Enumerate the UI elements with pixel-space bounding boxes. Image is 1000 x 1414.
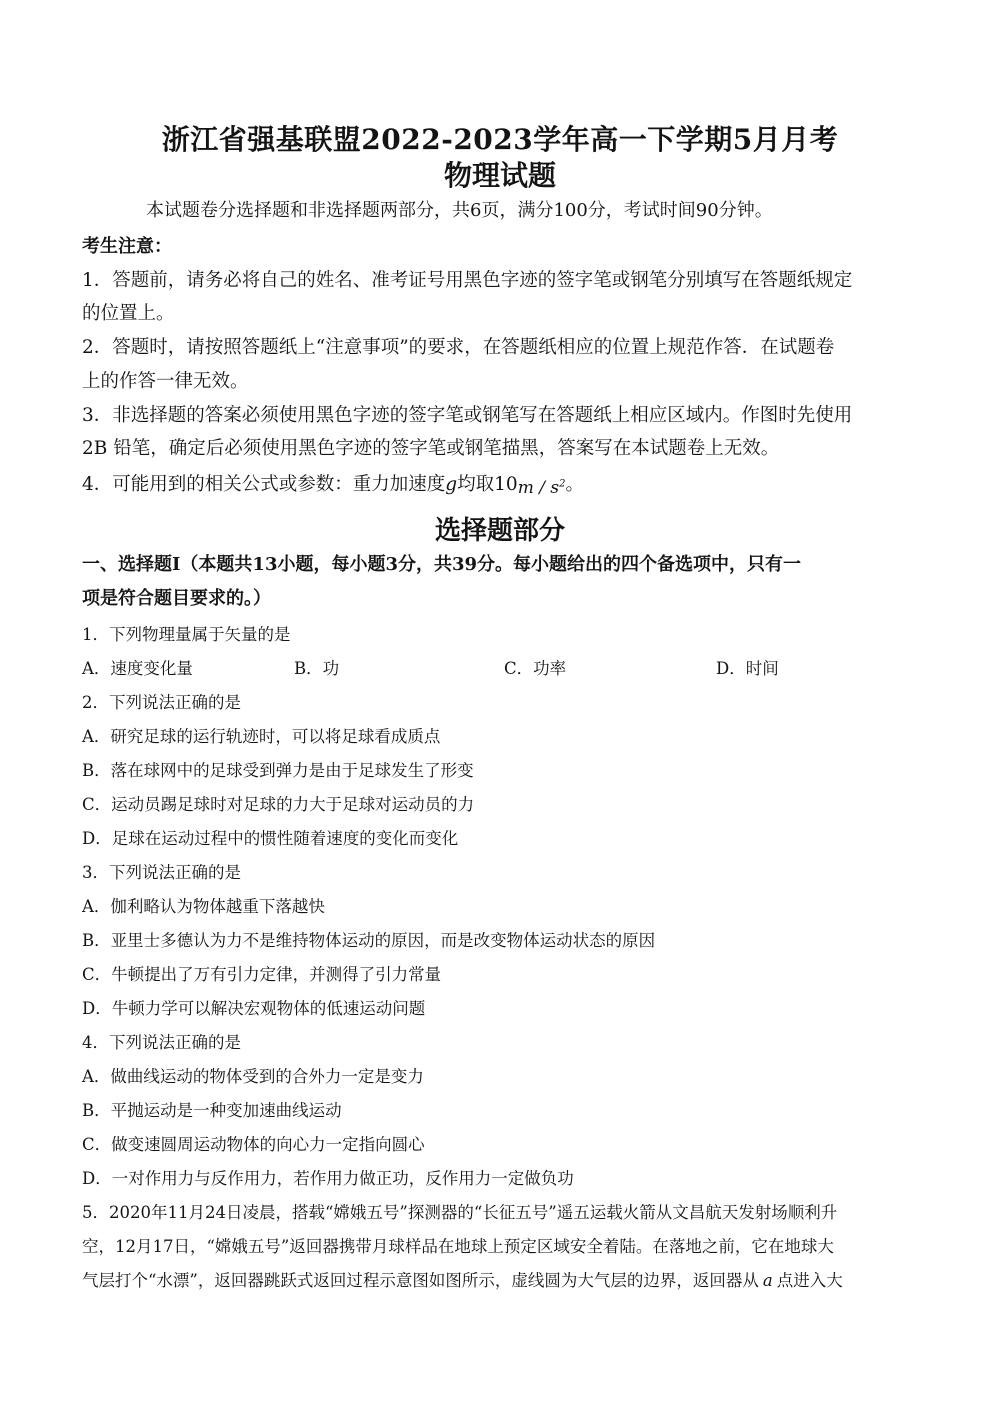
q2-option-c: C．运动员踢足球时对足球的力大于足球对运动员的力 — [82, 795, 475, 814]
notice-line: 2．答题时，请按照答题纸上“注意事项”的要求，在答题纸相应的位置上规范作答．在试题卷 — [82, 337, 835, 358]
q3-option-d: D．牛顿力学可以解决宏观物体的低速运动问题 — [82, 999, 426, 1018]
q3-option-b: B．亚里士多德认为力不是维持物体运动的原因，而是改变物体运动状态的原因 — [82, 931, 656, 950]
question-4-stem: 4．下列说法正确的是 — [82, 1033, 241, 1052]
notice-4-mid: 均取 — [457, 474, 495, 495]
q3-option-a: A．伽利略认为物体越重下落越快 — [82, 897, 325, 916]
point-a-label: a — [762, 1271, 773, 1290]
q1-option-a: A．速度变化量 — [82, 659, 193, 678]
q1-option-d: D．时间 — [716, 659, 779, 678]
section-title: 选择题部分 — [434, 516, 565, 546]
q5-line3-prefix: 气层打个“水漂”，返回器跳跃式返回过程示意图如图所示，虚线圆为大气层的边界，返回器从 — [82, 1271, 759, 1290]
q2-option-d: D．足球在运动过程中的惯性随着速度的变化而变化 — [82, 829, 459, 848]
q5-line3-suffix: 点进入大 — [776, 1271, 843, 1290]
exam-title: 浙江省强基联盟2022-2023学年高一下学期5月月考 — [161, 123, 839, 156]
gravity-unit — [518, 478, 566, 498]
exam-intro: 本试题卷分选择题和非选择题两部分，共6页，满分100分，考试时间90分钟。 — [146, 200, 773, 221]
notice-heading: 考生注意： — [82, 236, 172, 257]
q1-option-b: B．功 — [294, 659, 340, 678]
exam-subtitle: 物理试题 — [443, 159, 556, 192]
q1-option-c: C．功率 — [504, 659, 567, 678]
question-5-line: 空，12月17日，“嫦娥五号”返回器携带月球样品在地球上预定区域安全着陆。在落地之前，它在地球大 — [82, 1237, 834, 1256]
q4-option-d: D．一对作用力与反作用力，若作用力做正功，反作用力一定做负功 — [82, 1169, 574, 1188]
notice-line: 上的作答一律无效。 — [82, 371, 249, 392]
q3-option-c: C．牛顿提出了万有引力定律，并测得了引力常量 — [82, 965, 442, 984]
notice-line: 的位置上。 — [82, 303, 175, 324]
question-5-line — [82, 1267, 843, 1291]
part-instructions: 一、选择题Ⅰ（本题共13小题，每小题3分，共39分。每小题给出的四个备选项中，只有一 — [82, 554, 802, 575]
gravity-symbol: g — [445, 474, 458, 495]
q4-option-a: A．做曲线运动的物体受到的合外力一定是变力 — [82, 1067, 424, 1086]
notice-line-4 — [82, 470, 584, 498]
q2-option-b: B．落在球网中的足球受到弹力是由于足球发生了形变 — [82, 761, 474, 780]
gravity-unit-exponent: 2 — [559, 478, 566, 490]
question-1-stem: 1．下列物理量属于矢量的是 — [82, 625, 291, 644]
gravity-value: 10 — [494, 474, 518, 495]
part-instructions-cont: 项是符合题目要求的。） — [82, 588, 271, 609]
notice-4-end: 。 — [565, 474, 584, 495]
question-2-stem: 2．下列说法正确的是 — [82, 693, 241, 712]
q2-option-a: A．研究足球的运行轨迹时，可以将足球看成质点 — [82, 727, 441, 746]
q4-option-b: B．平抛运动是一种变加速曲线运动 — [82, 1101, 342, 1120]
notice-line: 1．答题前，请务必将自己的姓名、准考证号用黑色字迹的签字笔或钢笔分别填写在答题纸规定 — [82, 270, 853, 291]
notice-line: 2B 铅笔，确定后必须使用黑色字迹的签字笔或钢笔描黑，答案写在本试题卷上无效。 — [82, 438, 780, 459]
gravity-unit-text: m / s — [517, 478, 560, 498]
question-5-line: 5．2020年11月24日凌晨，搭载“嫦娥五号”探测器的“长征五号”遥五运载火箭从文昌航天发射场顺利升 — [82, 1203, 838, 1222]
question-3-stem: 3．下列说法正确的是 — [82, 863, 241, 882]
notice-4-prefix: 4．可能用到的相关公式或参数：重力加速度 — [82, 474, 446, 495]
notice-line: 3．非选择题的答案必须使用黑色字迹的签字笔或钢笔写在答题纸上相应区域内。作图时先使用 — [82, 405, 853, 426]
q4-option-c: C．做变速圆周运动物体的向心力一定指向圆心 — [82, 1135, 425, 1154]
